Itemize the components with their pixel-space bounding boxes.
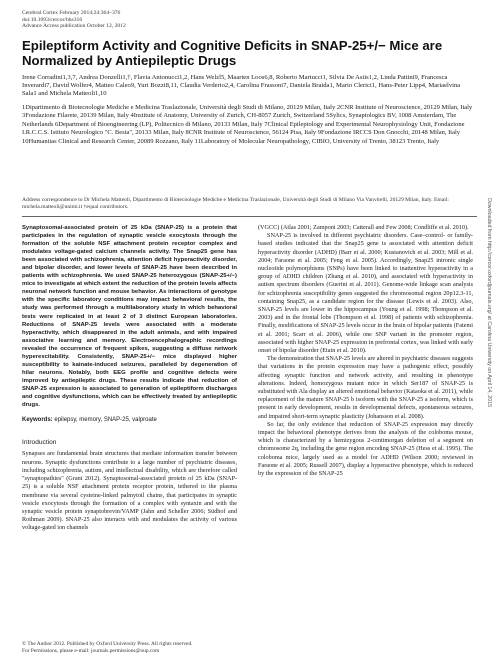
download-watermark: [484, 196, 494, 526]
divider: [22, 216, 477, 217]
keywords: [22, 416, 237, 424]
body-paragraph: The demonstration that SNAP-25 levels are altered in psychiatric diseases suggests that variations in the protein expression may have a pathogenic effect, possibly affecting synaptic function and network activity, and resulting in phenotype alterations. Indeed, homozygous mutant mice in which Ser187 of SNAP-25 is substituted with Ala display an altered emotional behavior (Kataoka et al. 2011), while replacement of the mature SNAP-25 b isoform with the SNAP-25 a isoform, which is present in early development, results in developmental defects, spontaneous seizures, and impaired short-term synaptic plasticity (Johansson et al. 2008).: [258, 355, 473, 420]
right-column: [258, 224, 473, 478]
body-paragraph: So far, the only evidence that reduction of SNAP-25 expression may directly impact the behavioral phenotype derives from the analysis of the coloboma mouse, which is characterized by a hemizygous 2-centimorgan deletion of a segment on chromosome 2q, including the gene region encoding SNAP-25 (Hess et al. 1995). The coloboma mice, largely used as a model for ADHD (Wilson 2000; reviewed in Faraone et al. 2005; Russell 2007), display a hyperactive phenotype, which is reduced by the expression of the SNAP-25: [258, 420, 473, 478]
abstract: Synaptosomal-associated protein of 25 kDa (SNAP-25) is a protein that participates in the regulation of synaptic vesicle exocytosis through the formation of the soluble NSF attachment protein receptor complex and modulates voltage-gated calcium channels activity. The Snap25 gene has been associated with schizophrenia, attention deficit hyperactivity disorder, and bipolar disorder, and lower levels of SNAP-25 have been described in patients with schizophrenia. We used SNAP-25 heterozygous (SNAP-25+/−) mice to investigate at which extent the reduction of the protein levels affects neuronal network function and mouse behavior. As interactions of genotype with the specific laboratory conditions may impact behavioral results, the study was performed through a multilaboratory study in which behavioral tests were replicated in at least 2 of 3 distinct European laboratories. Reductions of SNAP-25 levels were associated with a moderate hyperactivity, which disappeared in the adult animals, and with impaired associative learning and memory. Electroencephalographic recordings revealed the occurrence of frequent spikes, suggesting a diffuse network hyperexcitability. Consistently, SNAP-25+/− mice displayed higher susceptibility to kainate-induced seizures, paralleled by degeneration of hilar neurons. Notably, both EEG profile and cognitive defects were improved by antiepileptic drugs. These results indicate that reduction of SNAP-25 expression is associated to generation of epileptiform discharges and cognitive dysfunctions, which can be effectively treated by antiepileptic drugs.: [22, 225, 237, 409]
copyright: © The Author 2012. Published by Oxford University Press. All rights reserved.: [22, 641, 193, 647]
permissions: For Permissions, please e-mail: journals.permissions@oup.com: [22, 647, 160, 654]
keywords-text: epilepsy, memory, SNAP-25, valproate: [54, 417, 157, 424]
doi[interactable]: doi:10.1093/cercor/bhs316: [22, 16, 83, 23]
journal-citation: Cerebral Cortex February 2014;24:364–376: [22, 10, 121, 16]
journal-header: [22, 10, 126, 30]
correspondence: Address correspondence to Dr Michela Matteoli, Dipartimento di Biotecnologie Mediche e Medicina Traslazionale, Università degli Studi di Milano Via Vanvitelli, 20129 Milan, Italy. Email: michela.matteoli@unimi.it †equal contributors.: [22, 197, 449, 210]
footer: [22, 641, 193, 655]
body-paragraph: (VGCC) (Atlas 2001; Zamponi 2003; Catterall and Few 2008; Condliffe et al. 2010).: [258, 224, 469, 231]
introduction-paragraph: Synapses are fundamental brain structures that mediate information transfer between neurons. Synaptic dysfunctions contribute to a large number of psychiatric diseases, including schizophrenia, autism, and intellectual disability, which are therefore called "synaptopathies" (Grant 2012). Synaptosomal-associated protein of 25 kDa (SNAP-25) is a soluble NSF attachment protein receptor protein, tethered to the plasma membrane via several cysteine-linked palmytoil chains, that participates in synaptic vesicle exocytosis through the formation of a complex with syntaxin and with the synaptic vesicle protein synaptobrevin/VAMP (Jahn and Scheller 2006; Südhof and Rothman 2009). SNAP-25 also interacts with and modulates the activity of various voltage-gated ion channels: [22, 450, 237, 532]
affiliations: 1Dipartimento di Biotecnologie Mediche e Medicina Traslazionale, Università degli Studi di Milano, 20129 Milan, Italy 2CNR Institute of Neuroscience, 20129 Milan, Italy 3Fondazione Filarete, 20139 Milan, Italy 4Institute of Anatomy, University of Zurich, CH-8057 Zurich, Switzerland 5Sylics, Synaptologics BV, 1008 Amsterdam, The Netherlands 6Department of Bioengineering (LP), Politecnico di Milano, 20133 Milan, Italy 7Clinical Epileptology and Experimental Neurophysiology Unit, Fondazione I.R.C.C.S. Istituto Neurologico "C. Besta", 20133 Milan, Italy 8CNR Institute of Neuroscience, 56124 Pisa, Italy 9Fondazione IRCCS Don Gnocchi, 20148 Milan, Italy 10Humanitas Clinical and Research Center, 20089 Rozzano, Italy 11Laboratory of Molecular Neuropathology, CIBIO, University of Trento, 38123 Trento, Italy: [22, 104, 473, 145]
download-note: Downloaded from http://cercor.oxfordjournals.org/ at Carolina University on April 14, 2015: [486, 198, 492, 408]
author-list: Irene Corradini1,3,7, Andrea Donzelli1,†, Flavia Antonucci1,2, Hans Welzl5, Maarten Loos6,8, Roberto Martucci1, Silvia De Astis1,2, Linda Pattini9, Francesca Inverardi7, David Wolfer4, Matteo Caleo9, Yuri Bozzi8,11, Claudia Verderio2,4, Carolina Frassoni7, Daniela Braida1, Mario Clerici1, Hans-Peter Lipp4, Mariaelvina Sala1 and Michela Matteoli1,10: [22, 74, 461, 98]
keywords-label: Keywords:: [22, 417, 53, 424]
body-paragraph: SNAP-25 is involved in different psychiatric disorders. Case–control- or family-based studies indicated that the Snap25 gene is associated with attention deficit hyperactivity disorder (ADHD) (Barr et al. 2000; Kustanovich et al. 2003; Mill et al. 2004; Faraone et al. 2005; Feng et al. 2005). Accordingly, Snap25 intronic single nucleotide polymorphisms (SNPs) have been linked to inattentive hyperactivity in a group of ADHD children (Zhang et al. 2010), and associated with hyperactivity in autism spectrum disorders (Guerini et al. 2011). Genome-wide linkage scan analysis for schizophrenia susceptibility genes suggested the chromosomal region 20p12.3-11, containing Snap25, as a candidate region for the disease (Lewis et al. 2003). Also, SNAP-25 levels are lower in the hippocampus (Young et al. 1998; Thompson et al. 2003) and in the frontal lobe (Thompson et al. 1998) of patients with schizophrenia. Finally, modifications of SNAP-25 levels occur in the brain of bipolar patients (Fatemi et al. 2001; Scarr et al. 2006), while one SNP variant in the promoter region, associated with higher SNAP-25 expression in prefrontal cortex, was linked with early onset of bipolar disorder (Etain et al. 2010).: [258, 232, 473, 355]
access-note: Advance Access publication October 12, 2012: [22, 23, 126, 30]
introduction-heading: Introduction: [22, 439, 57, 447]
article-title: Epileptiform Activity and Cognitive Deficits in SNAP-25+/− Mice are Normalized by Antiepileptic Drugs: [22, 38, 443, 68]
left-column: [22, 224, 237, 533]
